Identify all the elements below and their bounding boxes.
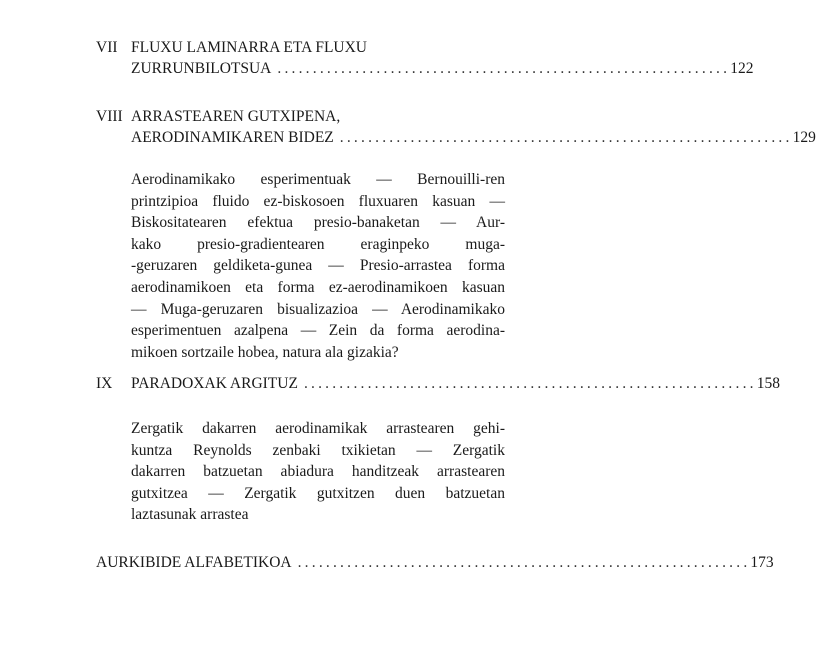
chapter-title-row	[131, 59, 754, 79]
page-number: 122	[730, 60, 754, 77]
index-title: AURKIBIDE ALFABETIKOA	[96, 554, 292, 571]
page-number: 129	[792, 129, 816, 146]
chapter-summary-ix	[131, 418, 505, 526]
chapter-summary-viii	[131, 169, 505, 363]
index-title-row	[96, 553, 774, 573]
summary-line: laztasunak arrastea	[131, 506, 249, 524]
chapter-title-line: PARADOXAK ARGITUZ	[131, 375, 298, 392]
dot-leader: ................................................................	[277, 60, 731, 77]
page-number: 158	[756, 375, 780, 392]
summary-line: dakarren batzuetan abiadura handitzeak arrastearen	[131, 463, 505, 481]
summary-line: — Muga-geruzaren bisualizazioa — Aerodinamikako	[131, 300, 505, 318]
chapter-numeral: VIII	[96, 108, 123, 125]
summary-line: gutxitzea — Zergatik gutxitzen duen batzuetan	[131, 484, 505, 502]
toc-entry-vii[interactable]	[96, 38, 754, 82]
chapter-title-line: ARRASTEAREN GUTXIPENA,	[131, 108, 341, 125]
summary-line: printzipioa fluido ez-biskosoen fluxuaren kasuan —	[131, 192, 505, 210]
chapter-title-line: FLUXU LAMINARRA ETA FLUXU	[131, 39, 368, 56]
chapter-title-row	[131, 374, 780, 394]
summary-line: Zergatik dakarren aerodinamikak arrastearen gehi-	[131, 420, 505, 437]
summary-line: Aerodinamikako esperimentuak — Bernouilli-ren	[131, 171, 505, 188]
toc-entry-index[interactable]	[96, 553, 774, 575]
toc-entry-viii[interactable]	[96, 107, 816, 151]
summary-line: Biskositatearen efektua presio-banaketan — Aur-	[131, 214, 505, 232]
dot-leader: ................................................................	[303, 375, 757, 392]
dot-leader: ................................................................	[339, 129, 793, 146]
page-number: 173	[750, 554, 774, 571]
summary-line: mikoen sortzaile hobea, natura ala gizakia?	[131, 343, 399, 361]
summary-line: -geruzaren geldiketa-gunea — Presio-arrastea forma	[131, 257, 505, 275]
dot-leader: ................................................................	[297, 554, 751, 571]
summary-line: kako presio-gradientearen eraginpeko muga-	[131, 235, 505, 253]
summary-line: aerodinamikoen eta forma ez-aerodinamikoen kasuan	[131, 278, 505, 296]
chapter-numeral: IX	[96, 375, 113, 392]
chapter-title-line: ZURRUNBILOTSUA	[131, 60, 272, 77]
chapter-title-row	[131, 128, 816, 148]
summary-line: esperimentuen azalpena — Zein da forma aerodina-	[131, 322, 505, 340]
chapter-numeral: VII	[96, 39, 118, 56]
toc-entry-ix[interactable]	[96, 374, 780, 396]
summary-line: kuntza Reynolds zenbaki txikietan — Zergatik	[131, 441, 505, 459]
chapter-title-line: AERODINAMIKAREN BIDEZ	[131, 129, 334, 146]
